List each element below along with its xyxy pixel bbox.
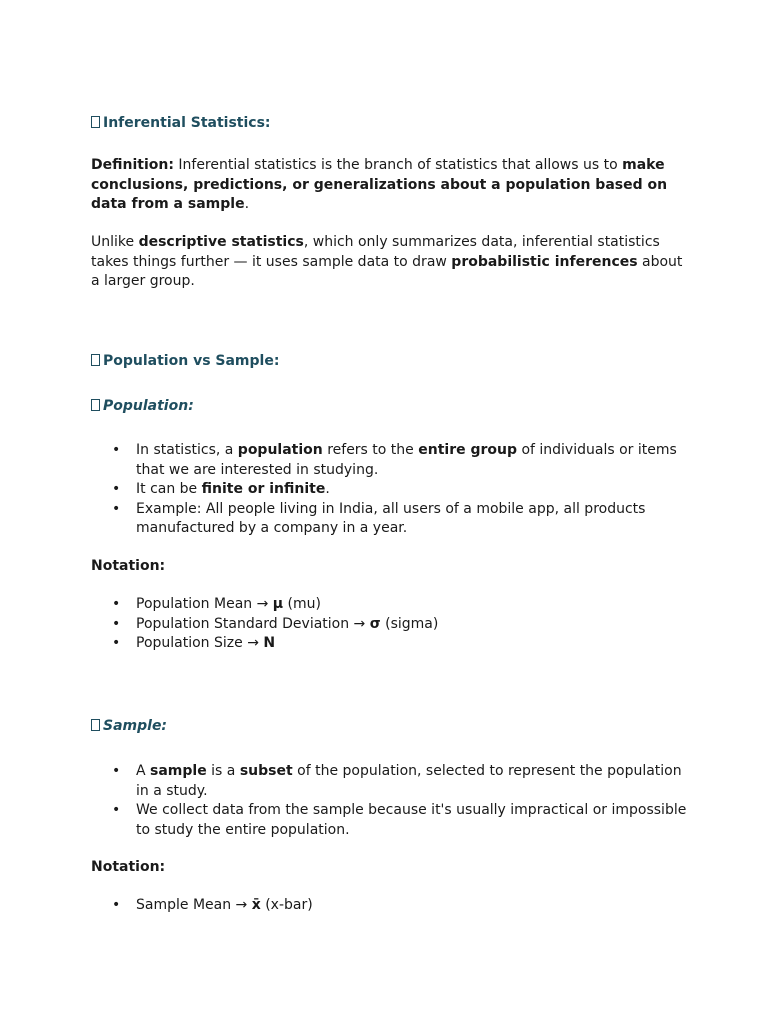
- population-notation-list: [91, 595, 691, 654]
- list-item: • We collect data from the sample because it's usually impractical or impossible to study the entire population.: [91, 801, 691, 840]
- box-glyph-icon: [91, 719, 100, 731]
- box-glyph-icon: [91, 354, 100, 366]
- sample-heading: Sample:: [91, 717, 691, 737]
- sample-notation-label: Notation:: [91, 859, 166, 875]
- population-heading: Population:: [91, 397, 691, 417]
- list-item: • In statistics, a population refers to the entire group of individuals or items that we are interested in studying.: [91, 441, 691, 480]
- list-item: • Population Mean → μ (mu): [91, 595, 691, 615]
- box-glyph-icon: [91, 116, 100, 128]
- sample-bullets: [91, 762, 691, 840]
- population-notation-label: Notation:: [91, 558, 166, 574]
- population-bullets: [91, 441, 691, 539]
- list-item: • Population Size → N: [91, 634, 691, 654]
- sample-notation-list: [91, 896, 691, 916]
- list-item: • A sample is a subset of the population, selected to represent the population in a study.: [91, 762, 691, 801]
- inferential-heading: Inferential Statistics:: [91, 114, 691, 134]
- list-item: • Population Standard Deviation → σ (sigma): [91, 615, 691, 635]
- unlike-paragraph: Unlike descriptive statistics, which only summarizes data, inferential statistics takes things further — it uses sample data to draw probabilistic inferences about a larger group.: [91, 234, 683, 289]
- list-item: • Sample Mean → x̄ (x-bar): [91, 896, 691, 916]
- list-item: • Example: All people living in India, all users of a mobile app, all products manufactured by a company in a year.: [91, 500, 691, 539]
- list-item: • It can be finite or infinite.: [91, 480, 691, 500]
- definition-paragraph: Definition: Inferential statistics is the branch of statistics that allows us to make conclusions, predictions, or generalizations about a population based on data from a sample.: [91, 157, 668, 212]
- pop-vs-sample-heading: Population vs Sample:: [91, 352, 691, 372]
- box-glyph-icon: [91, 399, 100, 411]
